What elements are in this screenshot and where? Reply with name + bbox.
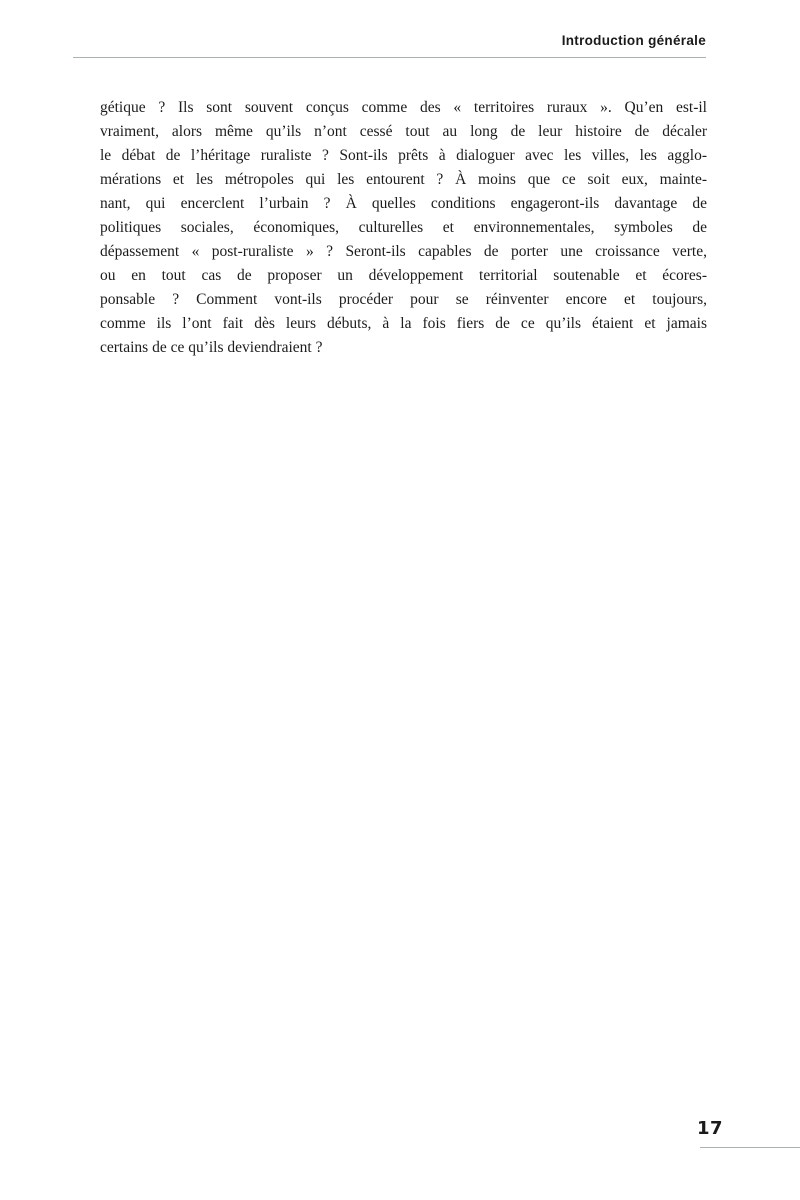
paragraph-line: certains de ce qu’ils deviendraient ? bbox=[100, 339, 323, 356]
paragraph-line: comme ils l’ont fait dès leurs débuts, à la fois fiers de ce qu’ils étaient et jamais bbox=[100, 315, 707, 332]
page-number: 17 bbox=[697, 1118, 724, 1139]
paragraph-line: ponsable ? Comment vont-ils procéder pour se réinventer encore et toujours, bbox=[100, 291, 707, 308]
paragraph-line: politiques sociales, économiques, culturelles et environnementales, symboles de bbox=[100, 219, 707, 236]
paragraph-line: dépassement « post-ruraliste » ? Seront-ils capables de porter une croissance verte, bbox=[100, 243, 707, 260]
paragraph-line: ou en tout cas de proposer un développement territorial soutenable et écores- bbox=[100, 267, 707, 284]
running-header: Introduction générale bbox=[561, 33, 706, 48]
paragraph-line: vraiment, alors même qu’ils n’ont cessé tout au long de leur histoire de décaler bbox=[100, 123, 707, 140]
paragraph-line: gétique ? Ils sont souvent conçus comme des « territoires ruraux ». Qu’en est-il bbox=[100, 99, 707, 116]
paragraph bbox=[100, 96, 707, 360]
paragraph-line: mérations et les métropoles qui les entourent ? À moins que ce soit eux, mainte- bbox=[100, 171, 707, 188]
paragraph-line: le débat de l’héritage ruraliste ? Sont-ils prêts à dialoguer avec les villes, les agglo- bbox=[100, 147, 707, 164]
paragraph-line: nant, qui encerclent l’urbain ? À quelles conditions engageront-ils davantage de bbox=[100, 195, 707, 212]
footer-rule bbox=[700, 1147, 800, 1148]
header-rule bbox=[73, 57, 706, 58]
